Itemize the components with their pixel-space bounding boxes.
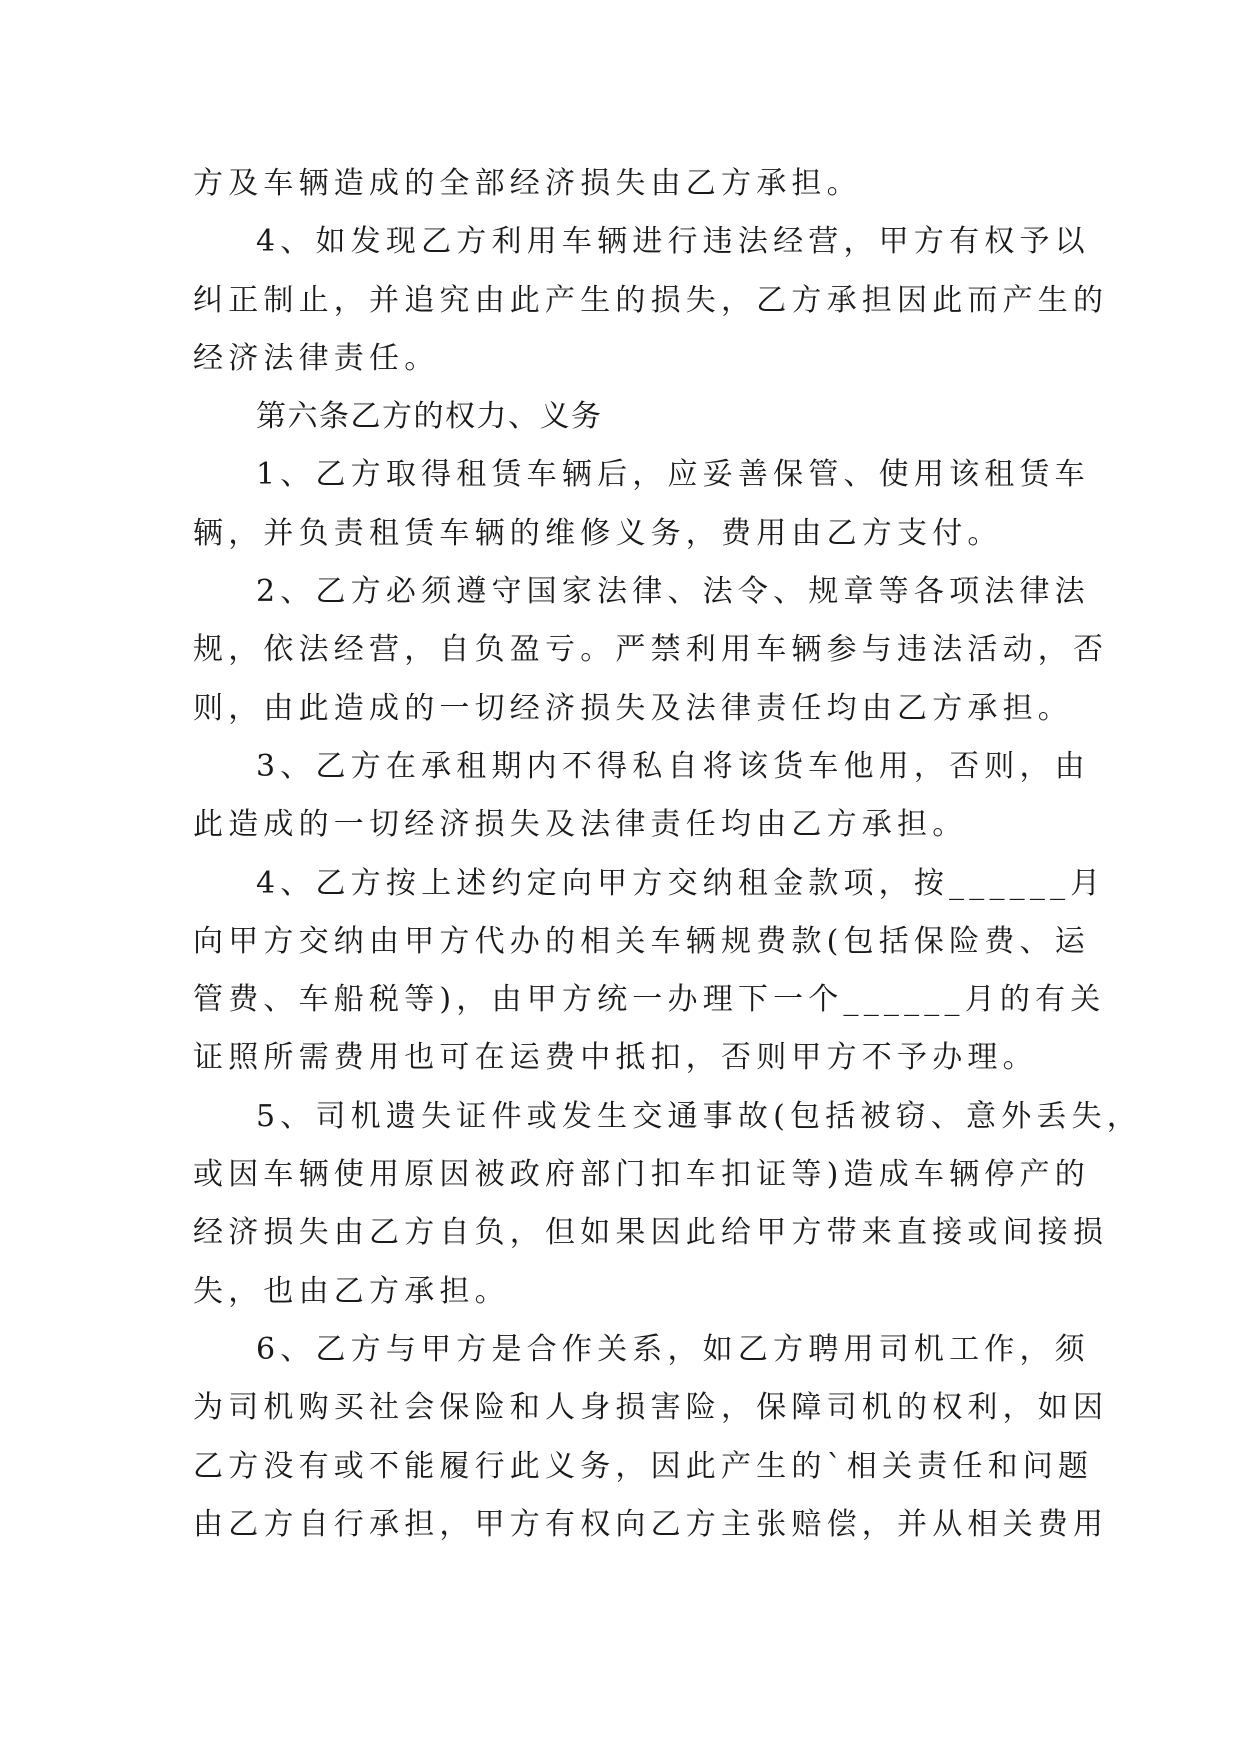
- text-line: 或因车辆使用原因被政府部门扣车扣证等)造成车辆停产的: [193, 1157, 1090, 1193]
- clause-4b-line-1: 4、乙方按上述约定向甲方交纳租金款项，按______月: [256, 865, 1106, 901]
- text-line: 乙方没有或不能履行此义务，因此产生的`相关责任和问题: [193, 1448, 1094, 1484]
- text-line: 方及车辆造成的全部经济损失由乙方承担。: [193, 166, 862, 201]
- text-line: 则，由此造成的一切经济损失及法律责任均由乙方承担。: [193, 690, 1073, 726]
- text-line: 经济法律责任。: [193, 340, 440, 376]
- text-line: 为司机购买社会保险和人身损害险，保障司机的权利，如因: [193, 1390, 1109, 1426]
- section-heading: 第六条乙方的权力、义务: [256, 399, 603, 435]
- text-line: 向甲方交纳由甲方代办的相关车辆规费款(包括保险费、运: [193, 923, 1090, 959]
- text-line: 管费、车船税等)，由甲方统一办理下一个______月的有关: [193, 982, 1106, 1018]
- clause-2-line-1: 2、乙方必须遵守国家法律、法令、规章等各项法律法: [256, 574, 1090, 610]
- text-line: 规，依法经营，自负盈亏。严禁利用车辆参与违法活动，否: [193, 632, 1109, 668]
- clause-5-line-1: 5、司机遗失证件或发生交通事故(包括被窃、意外丢失，: [256, 1098, 1142, 1134]
- clause-4-line-1: 4、如发现乙方利用车辆进行违法经营，甲方有权予以: [256, 224, 1090, 260]
- text-line: 经济损失由乙方自负，但如果因此给甲方带来直接或间接损: [193, 1215, 1109, 1251]
- clause-1-line-1: 1、乙方取得租赁车辆后，应妥善保管、使用该租赁车: [256, 457, 1090, 493]
- text-line: 辆，并负责租赁车辆的维修义务，费用由乙方支付。: [193, 515, 1003, 551]
- text-line: 证照所需费用也可在运费中抵扣，否则甲方不予办理。: [193, 1040, 1038, 1076]
- text-line: 失，也由乙方承担。: [193, 1273, 510, 1309]
- text-line: 纠正制止，并追究由此产生的损失，乙方承担因此而产生的: [193, 282, 1109, 318]
- text-line: 此造成的一切经济损失及法律责任均由乙方承担。: [193, 807, 968, 843]
- clause-6-line-1: 6、乙方与甲方是合作关系，如乙方聘用司机工作，须: [256, 1331, 1090, 1367]
- clause-3-line-1: 3、乙方在承租期内不得私自将该货车他用，否则，由: [256, 748, 1090, 784]
- document-body: [193, 155, 1142, 1554]
- text-line: 由乙方自行承担，甲方有权向乙方主张赔偿，并从相关费用: [193, 1506, 1109, 1542]
